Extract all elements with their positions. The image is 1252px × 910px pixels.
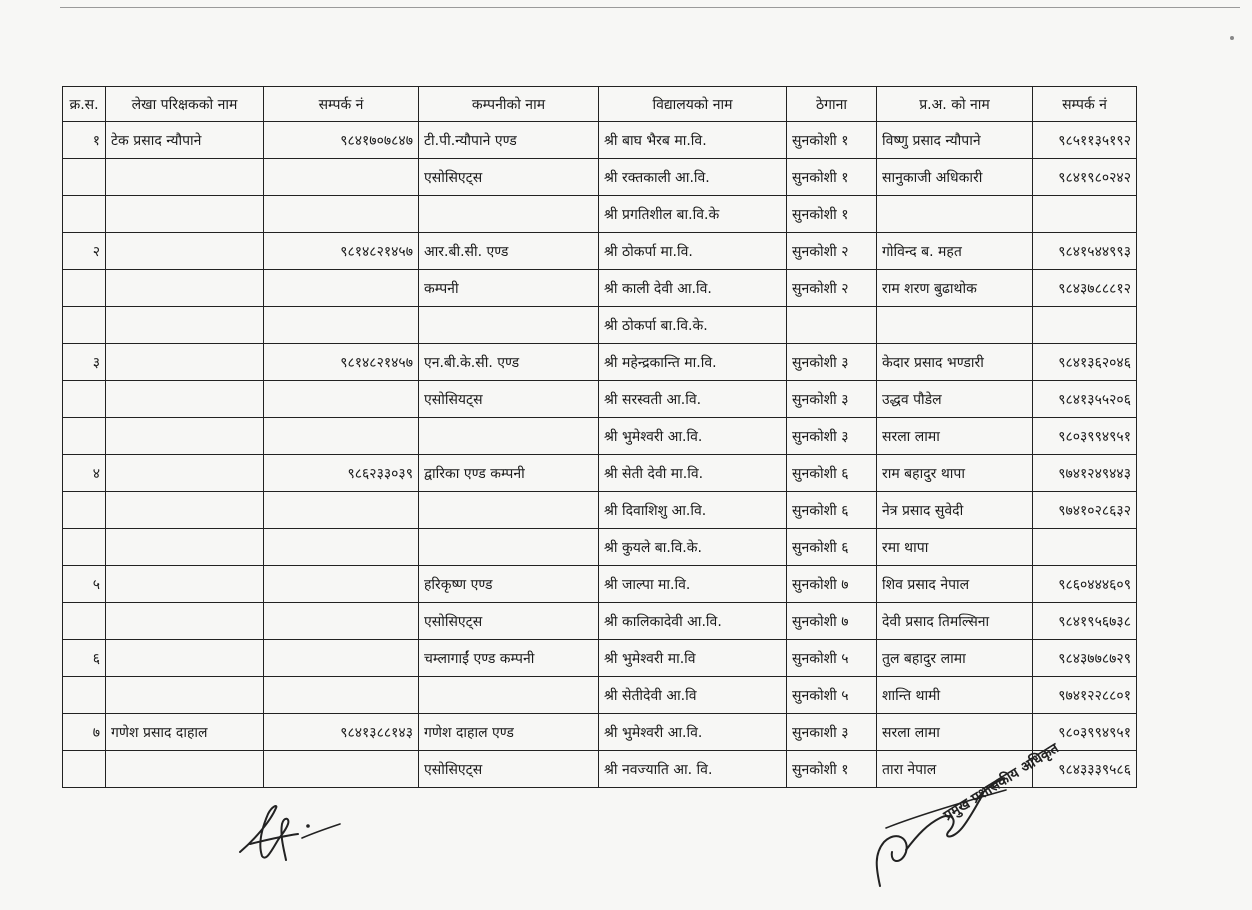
cell-principal-contact: ९८४३३३९५८६ (1033, 751, 1137, 788)
cell-company-name (419, 492, 599, 529)
cell-company-name (419, 307, 599, 344)
cell-auditor-name (106, 455, 264, 492)
cell-school-name: श्री नवज्याति आ. वि. (599, 751, 787, 788)
cell-principal-name: शान्ति थामी (877, 677, 1033, 714)
cell-address: सुनकोशी २ (787, 270, 877, 307)
table-row (63, 714, 1137, 751)
header-school-name: विद्यालयको नाम (599, 87, 787, 122)
cell-principal-name: सरला लामा (877, 418, 1033, 455)
cell-address: सुनकोशी ५ (787, 640, 877, 677)
cell-auditor-contact (264, 603, 419, 640)
cell-company-name (419, 529, 599, 566)
cell-auditor-contact: ९८४१७०७८४७ (264, 122, 419, 159)
cell-auditor-name (106, 529, 264, 566)
header-serial: क्र.स. (63, 87, 106, 122)
table-row (63, 529, 1137, 566)
cell-auditor-name (106, 566, 264, 603)
cell-company-name: एसोसिएट्स (419, 751, 599, 788)
cell-auditor-name (106, 640, 264, 677)
cell-auditor-contact (264, 640, 419, 677)
cell-address: सुनकोशी ६ (787, 492, 877, 529)
cell-auditor-name: गणेश प्रसाद दाहाल (106, 714, 264, 751)
table-row (63, 159, 1137, 196)
cell-address: सुनकोशी ६ (787, 455, 877, 492)
table-header-row (63, 87, 1137, 122)
cell-school-name: श्री ठोकर्पा मा.वि. (599, 233, 787, 270)
cell-auditor-name: टेक प्रसाद न्यौपाने (106, 122, 264, 159)
cell-serial (63, 751, 106, 788)
cell-principal-name: सानुकाजी अधिकारी (877, 159, 1033, 196)
cell-principal-name: तुल बहादुर लामा (877, 640, 1033, 677)
cell-principal-name (877, 196, 1033, 233)
table-row (63, 677, 1137, 714)
cell-auditor-contact (264, 381, 419, 418)
cell-auditor-name (106, 196, 264, 233)
cell-principal-name: उद्धव पौडेल (877, 381, 1033, 418)
cell-auditor-contact (264, 677, 419, 714)
cell-serial (63, 307, 106, 344)
cell-school-name: श्री रक्तकाली आ.वि. (599, 159, 787, 196)
cell-principal-name: केदार प्रसाद भण्डारी (877, 344, 1033, 381)
cell-auditor-name (106, 159, 264, 196)
cell-auditor-name (106, 418, 264, 455)
cell-school-name: श्री भुमेश्वरी आ.वि. (599, 714, 787, 751)
cell-serial: ४ (63, 455, 106, 492)
header-company-name: कम्पनीको नाम (419, 87, 599, 122)
cell-address: सुनकोशी १ (787, 196, 877, 233)
signature-left (232, 800, 352, 870)
table-row (63, 566, 1137, 603)
cell-address: सुनकाशी ३ (787, 714, 877, 751)
cell-address: सुनकोशी १ (787, 122, 877, 159)
header-principal-contact: सम्पर्क नं (1033, 87, 1137, 122)
table-row (63, 122, 1137, 159)
cell-school-name: श्री भुमेश्वरी मा.वि (599, 640, 787, 677)
table-row (63, 455, 1137, 492)
cell-address: सुनकोशी ३ (787, 381, 877, 418)
cell-auditor-contact (264, 529, 419, 566)
table-row (63, 603, 1137, 640)
office-stamp-text: प्रमुख प्रशासकीय अधिकृत (940, 740, 1062, 825)
cell-principal-contact: ९८०३९९४९५१ (1033, 418, 1137, 455)
cell-auditor-contact: ९८४१३८८१४३ (264, 714, 419, 751)
cell-company-name: गणेश दाहाल एण्ड (419, 714, 599, 751)
cell-company-name: कम्पनी (419, 270, 599, 307)
cell-auditor-contact: ९८१४८२१४५७ (264, 233, 419, 270)
cell-principal-name: विष्णु प्रसाद न्यौपाने (877, 122, 1033, 159)
table-row (63, 307, 1137, 344)
cell-school-name: श्री ठोकर्पा बा.वि.के. (599, 307, 787, 344)
cell-auditor-name (106, 492, 264, 529)
cell-company-name: एसोसियट्स (419, 381, 599, 418)
cell-address: सुनकोशी ७ (787, 566, 877, 603)
cell-address: सुनकोशी ५ (787, 677, 877, 714)
header-auditor-contact: सम्पर्क नं (264, 87, 419, 122)
cell-school-name: श्री सरस्वती आ.वि. (599, 381, 787, 418)
cell-serial: ७ (63, 714, 106, 751)
cell-serial (63, 381, 106, 418)
cell-principal-contact: ९८६०४४४६०९ (1033, 566, 1137, 603)
table-row (63, 418, 1137, 455)
cell-school-name: श्री बाघ भैरब मा.वि. (599, 122, 787, 159)
cell-principal-contact: ९८४१५४४९९३ (1033, 233, 1137, 270)
cell-principal-name: तारा नेपाल (877, 751, 1033, 788)
auditor-school-table (62, 86, 1137, 788)
table-body (63, 122, 1137, 788)
cell-address (787, 307, 877, 344)
cell-principal-name: रमा थापा (877, 529, 1033, 566)
cell-auditor-name (106, 603, 264, 640)
header-auditor-name: लेखा परिक्षकको नाम (106, 87, 264, 122)
cell-principal-contact: ९८४१३५५२०६ (1033, 381, 1137, 418)
cell-serial (63, 159, 106, 196)
cell-company-name (419, 677, 599, 714)
cell-principal-contact: ९८४१९५६७३८ (1033, 603, 1137, 640)
cell-principal-contact: ९८४१३६२०४६ (1033, 344, 1137, 381)
table-row (63, 492, 1137, 529)
cell-school-name: श्री काली देवी आ.वि. (599, 270, 787, 307)
cell-address: सुनकोशी १ (787, 159, 877, 196)
cell-serial (63, 492, 106, 529)
cell-company-name: टी.पी.न्यौपाने एण्ड (419, 122, 599, 159)
cell-serial: १ (63, 122, 106, 159)
cell-address: सुनकोशी ७ (787, 603, 877, 640)
cell-auditor-contact (264, 492, 419, 529)
cell-serial (63, 677, 106, 714)
cell-serial (63, 270, 106, 307)
cell-auditor-contact (264, 270, 419, 307)
cell-auditor-name (106, 344, 264, 381)
cell-auditor-contact (264, 307, 419, 344)
cell-serial: २ (63, 233, 106, 270)
cell-auditor-name (106, 751, 264, 788)
cell-auditor-contact (264, 418, 419, 455)
table-row (63, 381, 1137, 418)
cell-auditor-contact (264, 159, 419, 196)
table-row (63, 344, 1137, 381)
cell-company-name: एसोसिएट्स (419, 603, 599, 640)
cell-school-name: श्री कालिकादेवी आ.वि. (599, 603, 787, 640)
cell-auditor-contact (264, 751, 419, 788)
table-row (63, 233, 1137, 270)
cell-principal-contact: ९८०३९९४९५१ (1033, 714, 1137, 751)
cell-auditor-contact (264, 196, 419, 233)
cell-auditor-name (106, 233, 264, 270)
cell-serial: ६ (63, 640, 106, 677)
header-principal-name: प्र.अ. को नाम (877, 87, 1033, 122)
cell-address: सुनकोशी ३ (787, 418, 877, 455)
cell-auditor-contact: ९८६२३३०३९ (264, 455, 419, 492)
cell-principal-contact (1033, 196, 1137, 233)
cell-company-name (419, 196, 599, 233)
cell-serial (63, 196, 106, 233)
cell-principal-name: राम शरण बुढाथोक (877, 270, 1033, 307)
cell-principal-name: देवी प्रसाद तिमल्सिना (877, 603, 1033, 640)
cell-principal-contact: ९८४१९८०२४२ (1033, 159, 1137, 196)
cell-school-name: श्री जाल्पा मा.वि. (599, 566, 787, 603)
table-row (63, 270, 1137, 307)
cell-company-name: एन.बी.के.सी. एण्ड (419, 344, 599, 381)
cell-principal-contact: ९८४३७८८८१२ (1033, 270, 1137, 307)
cell-auditor-name (106, 381, 264, 418)
cell-principal-contact: ९७४१२२८८०१ (1033, 677, 1137, 714)
cell-auditor-name (106, 270, 264, 307)
cell-principal-contact: ९८४३७७८७२९ (1033, 640, 1137, 677)
table-row (63, 640, 1137, 677)
cell-auditor-contact: ९८१४८२१४५७ (264, 344, 419, 381)
cell-school-name: श्री भुमेश्वरी आ.वि. (599, 418, 787, 455)
cell-company-name: आर.बी.सी. एण्ड (419, 233, 599, 270)
cell-address: सुनकोशी १ (787, 751, 877, 788)
top-edge-line (60, 7, 1240, 8)
header-address: ठेगाना (787, 87, 877, 122)
cell-school-name: श्री सेतीदेवी आ.वि (599, 677, 787, 714)
cell-company-name (419, 418, 599, 455)
cell-school-name: श्री दिवाशिशु आ.वि. (599, 492, 787, 529)
cell-principal-name: राम बहादुर थापा (877, 455, 1033, 492)
table-row (63, 196, 1137, 233)
cell-principal-name: शिव प्रसाद नेपाल (877, 566, 1033, 603)
cell-serial (63, 603, 106, 640)
cell-company-name: द्वारिका एण्ड कम्पनी (419, 455, 599, 492)
cell-company-name: एसोसिएट्स (419, 159, 599, 196)
cell-serial (63, 418, 106, 455)
cell-principal-contact: ९८५११३५१९२ (1033, 122, 1137, 159)
cell-auditor-name (106, 677, 264, 714)
cell-school-name: श्री प्रगतिशील बा.वि.के (599, 196, 787, 233)
cell-serial: ५ (63, 566, 106, 603)
cell-auditor-contact (264, 566, 419, 603)
scan-speck (1230, 36, 1234, 40)
cell-address: सुनकोशी ६ (787, 529, 877, 566)
cell-address: सुनकोशी २ (787, 233, 877, 270)
cell-address: सुनकोशी ३ (787, 344, 877, 381)
cell-company-name: हरिकृष्ण एण्ड (419, 566, 599, 603)
cell-principal-name: सरला लामा (877, 714, 1033, 751)
cell-serial: ३ (63, 344, 106, 381)
cell-principal-contact: ९७४१२४९४४३ (1033, 455, 1137, 492)
cell-auditor-name (106, 307, 264, 344)
cell-principal-contact (1033, 529, 1137, 566)
cell-school-name: श्री महेन्द्रकान्ति मा.वि. (599, 344, 787, 381)
cell-principal-contact (1033, 307, 1137, 344)
cell-principal-name (877, 307, 1033, 344)
cell-principal-name: नेत्र प्रसाद सुवेदी (877, 492, 1033, 529)
cell-principal-contact: ९७४१०२८६३२ (1033, 492, 1137, 529)
cell-school-name: श्री सेती देवी मा.वि. (599, 455, 787, 492)
cell-principal-name: गोविन्द ब. महत (877, 233, 1033, 270)
cell-school-name: श्री कुयले बा.वि.के. (599, 529, 787, 566)
cell-serial (63, 529, 106, 566)
cell-company-name: चम्लागाईं एण्ड कम्पनी (419, 640, 599, 677)
